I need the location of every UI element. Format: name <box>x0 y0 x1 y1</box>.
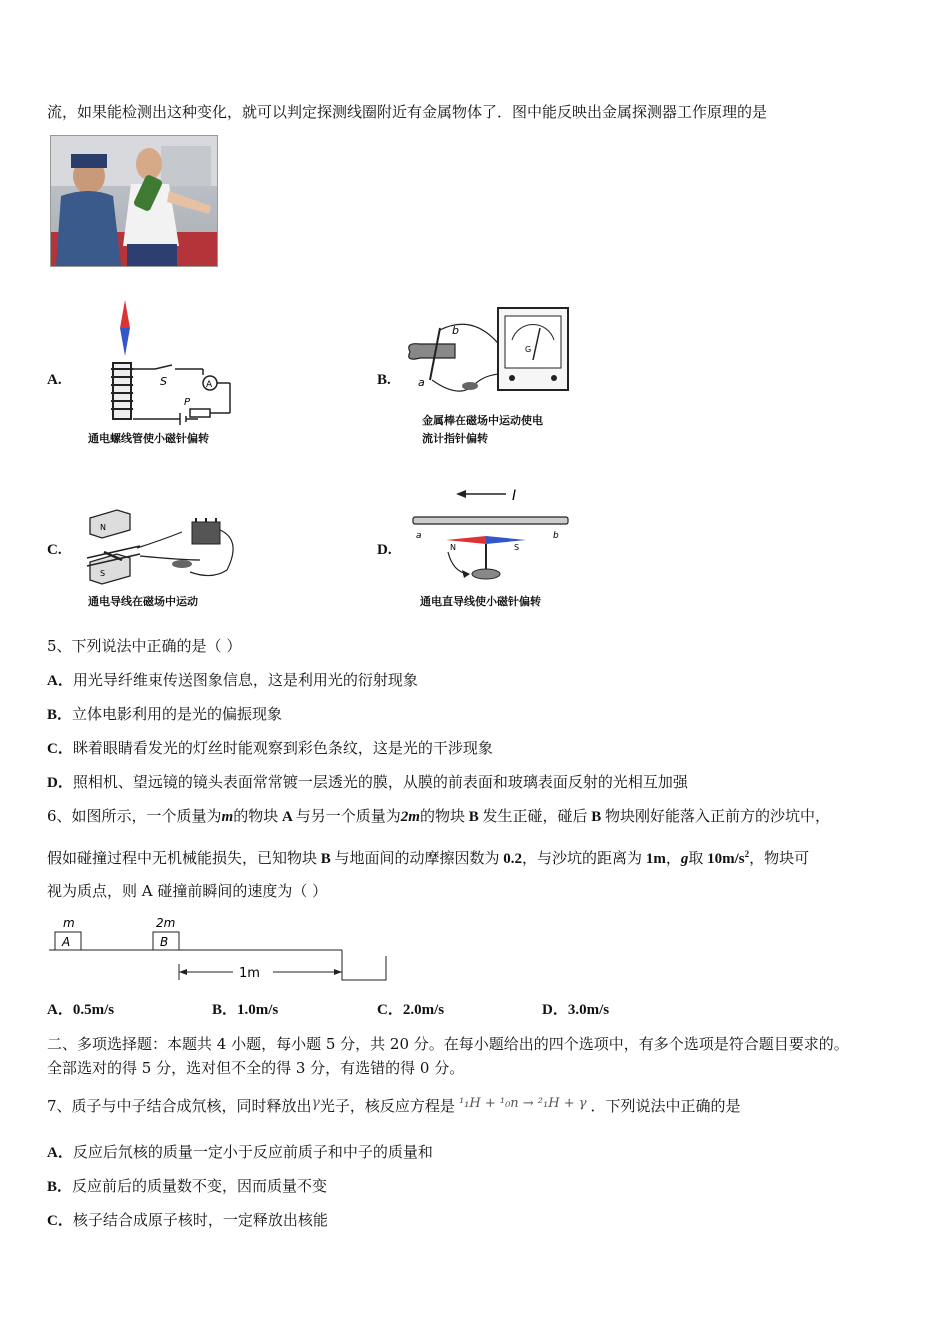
ammeter-label: A <box>206 380 213 390</box>
q4-option-d-caption: 通电直导线使小磁针偏转 <box>420 595 541 608</box>
magnet-n-label: N <box>100 523 106 532</box>
section2-line2: 全部选对的得 5 分，选对但不全的得 3 分，有选错的得 0 分。 <box>47 1059 465 1077</box>
q4-option-c-caption: 通电导线在磁场中运动 <box>88 595 198 608</box>
compass-needle-south <box>120 328 130 356</box>
q7-option-a[interactable]: A．反应后氘核的质量一定小于反应前质子和中子的质量和 <box>47 1143 433 1161</box>
block-a-label: A <box>62 935 71 949</box>
q4-option-b-letter[interactable]: B. <box>377 372 391 388</box>
q4-option-a-caption: 通电螺线管使小磁针偏转 <box>88 432 209 445</box>
rod-end-a-label: a <box>418 376 425 389</box>
gamma-symbol: γ <box>311 1095 320 1111</box>
q7-stem: 7、质子与中子结合成氘核，同时释放出γ光子，核反应方程是 ¹₁H + ¹₀n → ²₁H + γ ．下列说法中正确的是 <box>47 1095 741 1115</box>
galvanometer-label: G <box>525 345 532 354</box>
q6-stem-line2: 假如碰撞过程中无机械能损失，已知物块 B 与地面间的动摩擦因数为 0.2，与沙坑的距离为 1m，g取 $10m/s^2$，物块可 <box>47 849 810 867</box>
q5-stem: 5、下列说法中正确的是（ ） <box>47 637 242 655</box>
metal-detector-photo-drawing <box>51 136 217 266</box>
q4-option-c-figure <box>82 500 242 595</box>
sand-pit <box>342 950 386 980</box>
wire-end-b-label: b <box>553 531 559 541</box>
switch-label: S <box>160 375 167 388</box>
block-a-mass: m <box>63 916 75 930</box>
rod-end-b-label: b <box>452 324 459 337</box>
q6-stem-line3: 视为质点，则 A 碰撞前瞬间的速度为（ ） <box>47 882 328 900</box>
q6-option-b[interactable]: B．1.0m/s <box>212 1002 279 1018</box>
q7-option-c[interactable]: C．核子结合成原子核时，一定释放出核能 <box>47 1211 328 1229</box>
metal-detector-photo <box>50 135 218 267</box>
current-label: I <box>512 488 517 504</box>
q5-option-a[interactable]: A．用光导纤维束传送图象信息，这是利用光的衍射现象 <box>47 671 418 689</box>
q4-option-a-letter[interactable]: A. <box>47 372 62 388</box>
q4-option-b-caption-2: 流计指针偏转 <box>422 432 488 445</box>
wire-end-a-label: a <box>416 531 422 541</box>
q6-option-c[interactable]: C．2.0m/s <box>377 1002 445 1018</box>
q5-option-d[interactable]: D．照相机、望远镜的镜头表面常常镀一层透光的膜，从膜的前表面和玻璃表面反射的光相互加强 <box>47 773 688 791</box>
needle-n-label: N <box>450 543 456 552</box>
intro-text: 流，如果能检测出这种变化，就可以判定探测线圈附近有金属物体了．图中能反映出金属探测器工作原理的是 <box>47 103 768 121</box>
needle-s-label: S <box>514 543 520 552</box>
distance-label: 1m <box>239 966 260 981</box>
q6-option-d[interactable]: D．3.0m/s <box>542 1002 610 1018</box>
q7-option-b[interactable]: B．反应前后的质量数不变，因而质量不变 <box>47 1177 328 1195</box>
block-b-mass: 2m <box>156 916 176 930</box>
section2-line1: 二、多项选择题：本题共 4 小题，每小题 5 分，共 20 分。在每小题给出的四个选项中，有多个选项是符合题目要求的。 <box>47 1035 849 1053</box>
magnet-s-label: S <box>100 569 106 578</box>
q4-option-b-figure <box>400 300 580 410</box>
nuclear-equation: ¹₁H + ¹₀n → ²₁H + γ <box>458 1096 587 1111</box>
q4-option-d-letter[interactable]: D. <box>377 542 392 558</box>
q4-option-d-figure <box>408 482 578 587</box>
q4-option-c-letter[interactable]: C. <box>47 542 62 558</box>
q5-option-c[interactable]: C．眯着眼睛看发光的灯丝时能观察到彩色条纹，这是光的干涉现象 <box>47 739 493 757</box>
rheostat-label: P <box>184 397 191 408</box>
q4-option-b-caption-1: 金属棒在磁场中运动使电 <box>422 414 543 427</box>
q4-option-a-figure <box>80 295 240 425</box>
block-b-label: B <box>160 935 169 949</box>
q6-option-a[interactable]: A．0.5m/s <box>47 1002 115 1018</box>
q5-option-b[interactable]: B．立体电影利用的是光的偏振现象 <box>47 705 283 723</box>
compass-needle-north <box>120 300 130 328</box>
q6-diagram <box>45 912 395 984</box>
q6-stem-line1: 6、如图所示，一个质量为m的物块 A 与另一个质量为2m的物块 B 发生正碰，碰后 B 物块刚好能落入正前方的沙坑中， <box>47 807 831 825</box>
